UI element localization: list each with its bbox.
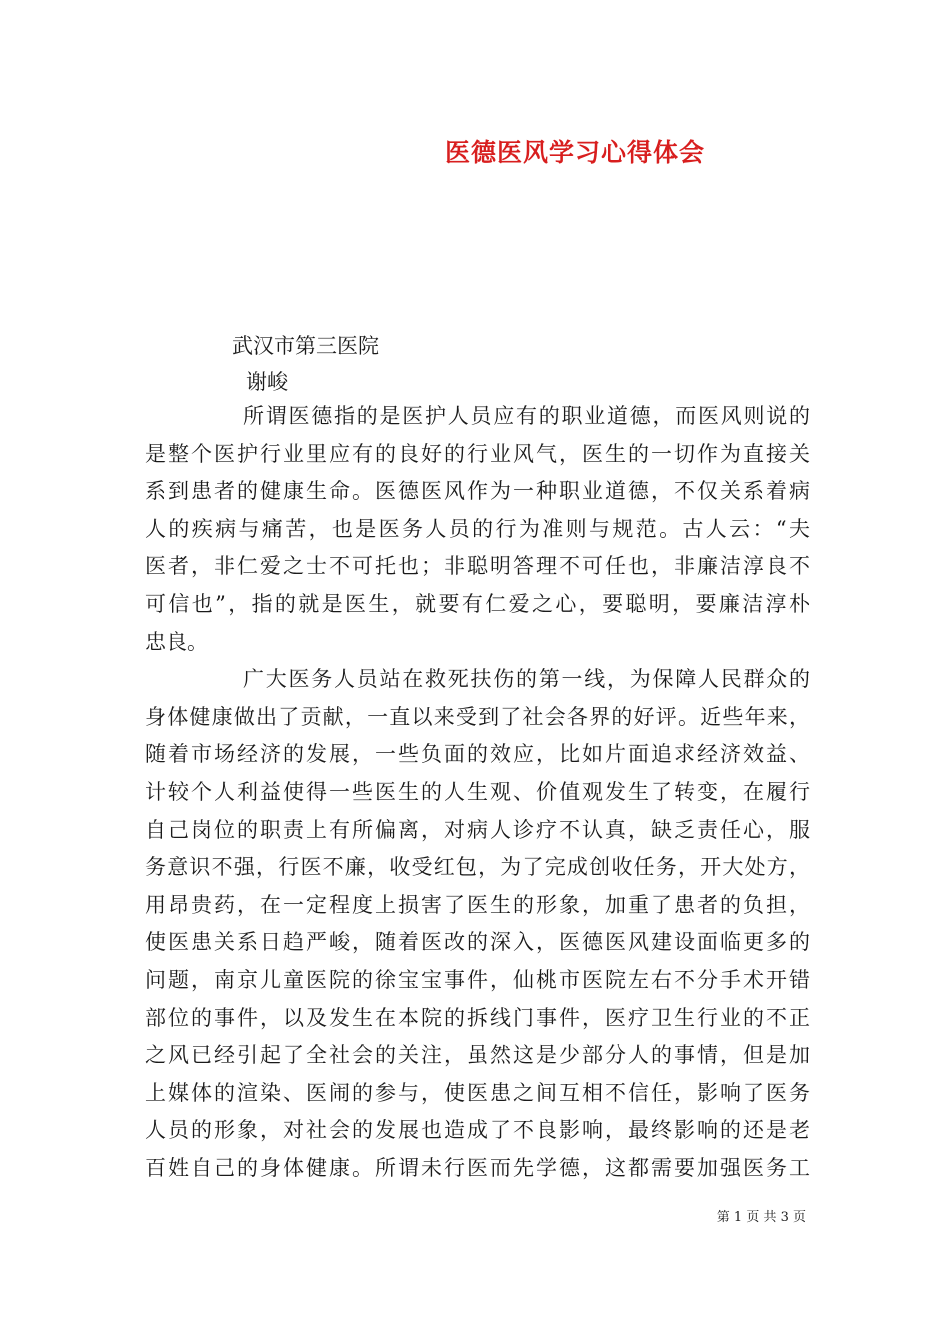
page-number: 第 1 页 共 3 页 (716, 1210, 806, 1225)
document-title: 医德医风学习心得体会 (444, 138, 705, 167)
paragraph-line: 用昂贵药，在一定程度上损害了医生的形象，加重了患者的负担， (145, 892, 810, 917)
paragraph-line: 是整个医护行业里应有的良好的行业风气，医生的一切作为直接关 (145, 441, 810, 466)
paragraph-line: 可信也”，指的就是医生，就要有仁爱之心，要聪明，要廉洁淳朴 (145, 591, 810, 616)
paragraph-line: 自己岗位的职责上有所偏离，对病人诊疗不认真，缺乏责任心，服 (145, 817, 810, 842)
paragraph-line: 广大医务人员站在救死扶伤的第一线，为保障人民群众的 (243, 667, 810, 692)
author-block (232, 328, 379, 400)
paragraph-line: 上媒体的渲染、医闹的参与，使医患之间互相不信任，影响了医务 (145, 1080, 810, 1105)
paragraph-line: 之风已经引起了全社会的关注，虽然这是少部分人的事情，但是加 (145, 1043, 810, 1068)
paragraph-line: 人员的形象，对社会的发展也造成了不良影响，最终影响的还是老 (145, 1118, 810, 1143)
document-body (145, 398, 810, 1187)
paragraph-line: 问题，南京儿童医院的徐宝宝事件，仙桃市医院左右不分手术开错 (145, 967, 810, 992)
paragraph-line: 医者，非仁爱之士不可托也；非聪明答理不可任也，非廉洁淳良不 (145, 554, 810, 579)
paragraph-line: 人的疾病与痛苦，也是医务人员的行为准则与规范。古人云：“夫 (145, 516, 810, 541)
paragraph (145, 661, 810, 1187)
paragraph (145, 398, 810, 661)
paragraph-line: 计较个人利益使得一些医生的人生观、价值观发生了转变，在履行 (145, 779, 810, 804)
author-organization: 武汉市第三医院 (232, 334, 379, 358)
paragraph-line: 系到患者的健康生命。医德医风作为一种职业道德，不仅关系着病 (145, 479, 810, 504)
paragraph-line: 随着市场经济的发展，一些负面的效应，比如片面追求经济效益、 (145, 742, 810, 767)
paragraph-line: 忠良。 (145, 629, 208, 654)
paragraph-line: 所谓医德指的是医护人员应有的职业道德，而医风则说的 (243, 404, 810, 428)
paragraph-line: 身体健康做出了贡献，一直以来受到了社会各界的好评。近些年来， (145, 704, 810, 729)
paragraph-line: 使医患关系日趋严峻，随着医改的深入，医德医风建设面临更多的 (145, 930, 810, 955)
author-name: 谢峻 (246, 370, 288, 394)
paragraph-line: 务意识不强，行医不廉，收受红包，为了完成创收任务，开大处方， (145, 855, 810, 880)
paragraph-line: 百姓自己的身体健康。所谓未行医而先学德，这都需要加强医务工 (145, 1155, 810, 1180)
paragraph-line: 部位的事件，以及发生在本院的拆线门事件，医疗卫生行业的不正 (145, 1005, 810, 1030)
